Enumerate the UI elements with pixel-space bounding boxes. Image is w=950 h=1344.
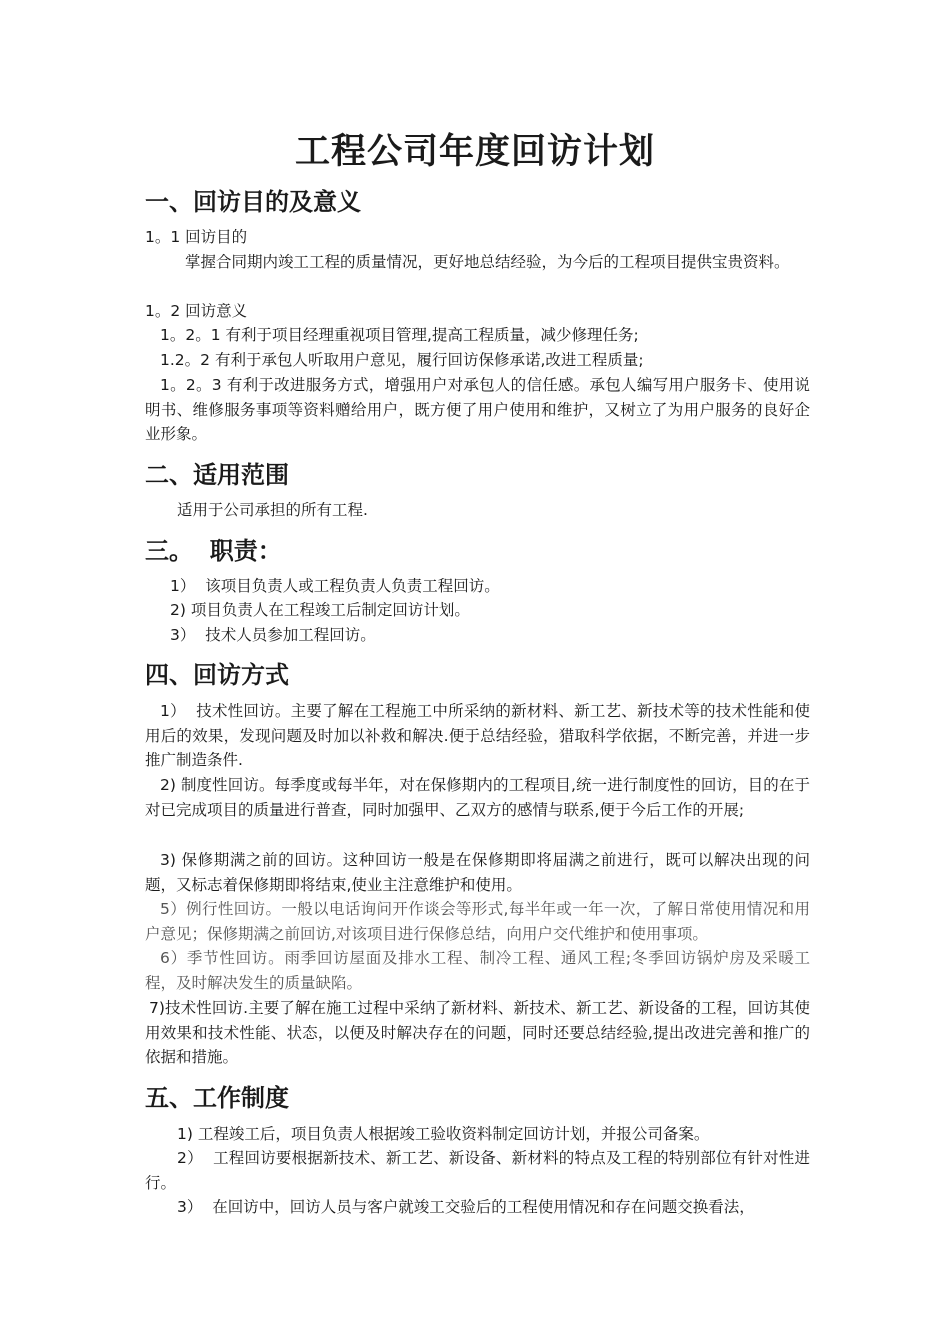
paragraph: 7)技术性回访.主要了解在施工过程中采纳了新材料、新技术、新工艺、新设备的工程，回访其使用效果和技术性能、状态，以便及时解决存在的问题，同时还要总结经验,提出改进完善和推广的依据和措施。: [145, 999, 810, 1066]
paragraph: 1。1 回访目的: [145, 228, 248, 246]
section-heading: 一、回访目的及意义: [145, 188, 361, 216]
paragraph: 6）季节性回访。雨季回访屋面及排水工程、制冷工程、通风工程;冬季回访锅炉房及采暖工程，及时解决发生的质量缺陷。: [145, 949, 810, 992]
paragraph: 3） 在回访中，回访人员与客户就竣工交验后的工程使用情况和存在问题交换看法，: [177, 1198, 755, 1216]
section-heading: 五、工作制度: [145, 1084, 289, 1112]
paragraph: 1。2。3 有利于改进服务方式，增强用户对承包人的信任感。承包人编写用户服务卡、使用说明书、维修服务事项等资料赠给用户，既方便了用户使用和维护，又树立了为用户服务的良好企业形象。: [145, 376, 810, 443]
paragraph: 3) 保修期满之前的回访。这种回访一般是在保修期即将届满之前进行，既可以解决出现的问题，又标志着保修期即将结束,使业主注意维护和使用。: [145, 851, 810, 894]
paragraph: 1.2。2 有利于承包人听取用户意见，履行回访保修承诺,改进工程质量;: [160, 351, 644, 369]
paragraph: 2) 项目负责人在工程竣工后制定回访计划。: [170, 601, 470, 619]
section-heading: 三。 职责：: [145, 537, 282, 565]
paragraph: 1） 该项目负责人或工程负责人负责工程回访。: [170, 577, 500, 595]
section-heading: 四、回访方式: [145, 661, 289, 689]
paragraph: 1) 工程竣工后，项目负责人根据竣工验收资料制定回访计划，并报公司备案。: [177, 1125, 710, 1143]
paragraph: 5）例行性回访。一般以电话询问开作谈会等形式,每半年或一年一次，了解日常使用情况和用户意见；保修期满之前回访,对该项目进行保修总结，向用户交代维护和使用事项。: [145, 900, 810, 943]
paragraph: 2) 制度性回访。每季度或每半年，对在保修期内的工程项目,统一进行制度性的回访，目的在于对已完成项目的质量进行普查，同时加强甲、乙双方的感情与联系,便于今后工作的开展;: [145, 776, 810, 819]
paragraph: 1。2。1 有利于项目经理重视项目管理,提高工程质量，减少修理任务;: [160, 326, 639, 344]
paragraph: 3） 技术人员参加工程回访。: [170, 626, 376, 644]
paragraph: 适用于公司承担的所有工程.: [177, 501, 368, 519]
paragraph: 2） 工程回访要根据新技术、新工艺、新设备、新材料的特点及工程的特别部位有针对性进行。: [145, 1149, 810, 1192]
paragraph: 1） 技术性回访。主要了解在工程施工中所采纳的新材料、新工艺、新技术等的技术性能和使用后的效果，发现问题及时加以补救和解决.便于总结经验，猎取科学依据，不断完善，并进一步推广制造条件.: [145, 702, 810, 769]
paragraph: 1。2 回访意义: [145, 302, 248, 320]
paragraph: 掌握合同期内竣工工程的质量情况，更好地总结经验，为今后的工程项目提供宝贵资料。: [185, 253, 790, 271]
section-heading: 二、适用范围: [145, 461, 289, 489]
document-title: 工程公司年度回访计划: [294, 132, 655, 172]
